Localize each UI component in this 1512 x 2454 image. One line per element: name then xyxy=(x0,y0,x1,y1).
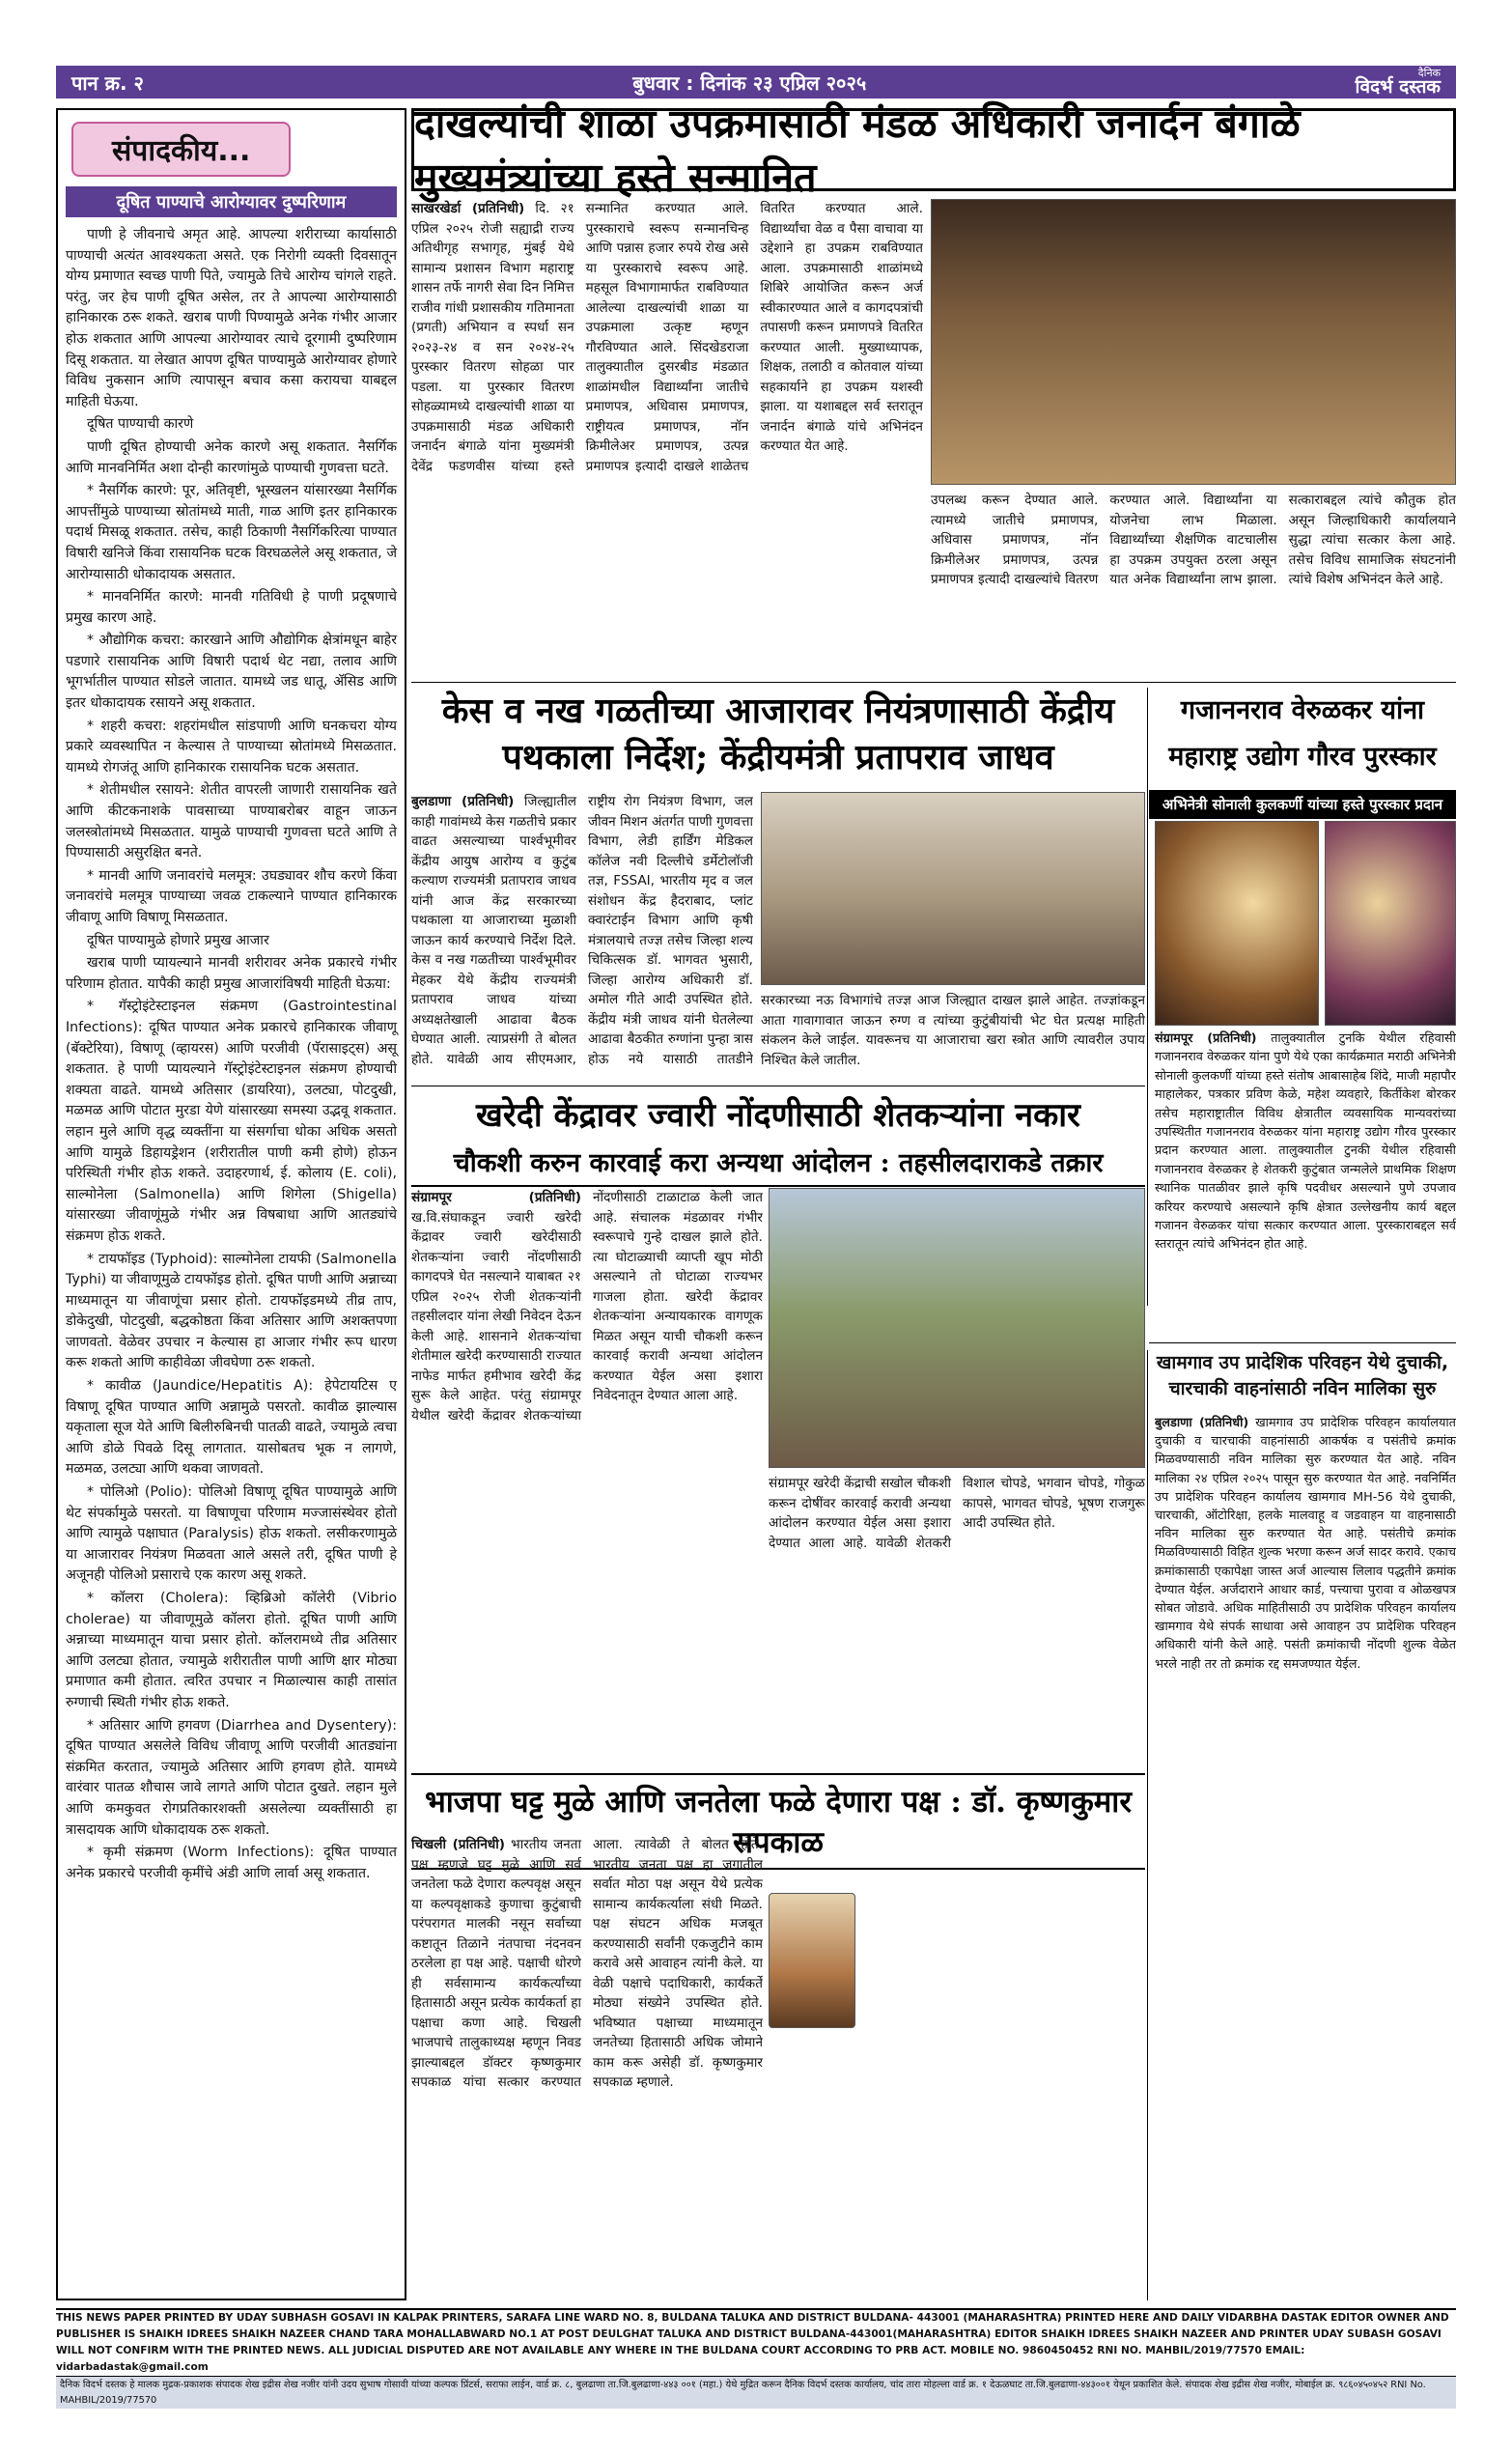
story3-headline: गजाननराव वेरुळकर यांना महाराष्ट्र उद्योग गौरव पुरस्कार xyxy=(1168,695,1437,772)
divider xyxy=(1147,1350,1148,2300)
masthead-title: विदर्भ दस्तक xyxy=(1355,76,1441,98)
masthead xyxy=(1356,68,1441,97)
story4-subhead: चौकशी करुन कारवाई करा अन्यथा आंदोलन : तहसीलदाराकडे तक्रार xyxy=(411,1143,1145,1187)
story5-body xyxy=(1155,1414,1456,2300)
story2-caption: सरकारच्या नऊ विभागांचे तज्ज्ञ आज जिल्ह्यात दाखल झाले आहेत. तज्ज्ञांकडून आता गावागावात जाऊन रुग्ण व त्यांच्या कुटुंबीयांची भेट घेत प्रत्यक्ष माहिती संकलन केले जाईल. यावरूनच या आजाराचा खरा स्त्रोत आणि त्यावरील उपाय निश्चित केले जातील. xyxy=(761,993,1145,1068)
divider xyxy=(1149,1342,1456,1343)
story1-byline: साखरखेर्डा (प्रतिनिधी) xyxy=(411,201,525,216)
story2-text: जिल्ह्यातील काही गावांमध्ये केस गळतीचे प्रकार वाढत असल्याच्या पार्श्वभूमीवर केंद्रीय आयुष आरोग्य व कुटुंब कल्याण राज्यमंत्री प्रतापराव जाधव यांनी आज केंद्र सरकारच्या पथकाला या आजाराच्या मुळाशी जाऊन कार्य करण्याचे निर्देश दिले. केस व नख गळतीच्या पार्श्वभूमीवर मेहकर येथे केंद्रीय राज्यमंत्री प्रतापराव जाधव यांच्या अध्यक्षतेखाली आढावा बैठक घेण्यात आली. त्याप्रसंगी ते बोलत होते. यावेळी आय सीएमआर, राष्ट्रीय रोग नियंत्रण विभाग, जल जीवन मिशन अंतर्गत पाणी गुणवत्ता विभाग, लेडी हार्डिंग मेडिकल कॉलेज नवी दिल्लीचे डर्मेटोलॉजी तज्ञ, FSSAI, भारतीय मृद व जल संशोधन केंद्र हैदराबाद, प्लांट क्वारंटाईन विभाग आणि कृषी मंत्रालयाचे तज्ज्ञ तसेच जिल्हा शल्य चिकित्सक डॉ. भागवत भुसारी, जिल्हा आरोग्य अधिकारी डॉ. अमोल गीते आदी उपस्थित होते. केंद्रीय मंत्री जाधव यांनी घेतलेल्या आढावा बैठकीत रुग्णांना पुन्हा त्रास होऊ नये यासाठी तातडीने xyxy=(411,794,753,1067)
imprint-english: THIS NEWS PAPER PRINTED BY UDAY SUBHASH GOSAVI IN KALPAK PRINTERS, SARAFA LINE WARD NO. 8, BULDANA TALUKA AND DISTRICT BULDANA- 443001 (MAHARASHTRA) PRINTED HERE AND DAILY VIDARBHA DASTAK EDITOR OWNER AND PUBLISHER IS SHAIKH IDREES SHAIKH NAZEER CHAND TARA MOHALLABWARD NO.1 AT POST DEULGHAT TALUKA AND DISTRICT BULDANA-443001(MAHARASHTRA) EDITOR SHAIKH IDREES SHAIKH NAZEER AND PRINTER UDAY SUBASH GOSAVI WILL NOT CONFIRM WITH THE PRINTED NEWS. ALL JUDICIAL DISPUTED ARE NOT AVAILABLE ANY WHERE IN THE BULDANA COURT ACCORDING TO PRB ACT. MOBILE NO. 9860450452 RNI NO. MAHBIL/2019/77570 EMAIL: vidarbadastak@gmail.com xyxy=(56,2308,1456,2374)
story6-headline: भाजपा घट्ट मुळे आणि जनतेला फळे देणारा पक्ष : डॉ. कृष्णकुमार सपकाळ xyxy=(411,1773,1145,1870)
editorial-column xyxy=(56,108,406,2300)
story3-body xyxy=(1155,1030,1456,1315)
story1-body xyxy=(411,199,923,680)
editorial-paragraph: * कृमी संक्रमण (Worm Infections): दूषित पाण्यात अनेक प्रकारचे परजीवी कृमींचे अंडी आणि लार्वा असू शकतात. xyxy=(66,1845,397,1881)
editorial-paragraph: * गॅस्ट्रोइंटेस्टाइनल संक्रमण (Gastrointestinal Infections): दूषित पाण्यात अनेक प्रकारचे हानिकारक जीवाणू (बॅक्टेरिया), विषाणू (व्हायरस) आणि परजीवी (पॅरासाइट्स) असू शकतात. हे पाणी प्यायल्याने गॅस्ट्रोइंटेस्टाइनल संक्रमण होण्याची शक्यता वाढते. यामध्ये अतिसार (डायरिया), उलट्या, पोटदुखी, मळमळ आणि पोटात मुरडा येणे यांसारख्या समस्या उद्भवू शकतात. लहान मुले आणि वृद्ध व्यक्तींना या संसर्गाचा धोका अधिक असतो आणि यामुळे डिहायड्रेशन (शरीरातील पाणी कमी होणे) होऊन परिस्थिती गंभीर होऊ शकते. उदाहरणार्थ, ई. कोलाय (E. coli), साल्मोनेला (Salmonella) आणि शिगेला (Shigella) यांसारख्या जीवाणूंमुळे गंभीर अन्न विषबाधा आणि आतड्यांचे संक्रमण होऊ शकते. xyxy=(66,999,397,1244)
story3-text: तालुक्यातील टुनकि येथील रहिवासी गजाननराव वेरुळकर यांना पुणे येथे एका कार्यक्रमात मराठी अभिनेत्री सोनाली कुलकर्णी यांच्या हस्ते संतोष आबासाहेब शिंदे, माजी महापौर माहालेकर, पत्रकार प्रविण केळे, महेश व्यवहारे, किर्तीकेश बोरकर तसेच महाराष्ट्रातील विविध क्षेत्रातील व्यवसायिक मान्यवरांच्या उपस्थितीत गजाननराव वेरुळकर यांना महाराष्ट्र उद्योग गौरव पुरस्कार प्रदान करण्यात आला. तालुक्यातील टुनकी येथील रहिवासी गजाननराव वेरुळकर हे शेतकरी कुटुंबात जन्मलेले प्राथमिक शिक्षण स्थानिक पातळीवर झाले कृषि पदवीधर असल्याने पुणे उपजाव करियर करण्याचे असल्याने कृषि क्षेत्रात उल्लेखनीय कार्य बद्दल गजानन वेरुळकर यांचा सत्कार करण्यात आला. पुरस्काराबद्दल सर्व स्तरातून त्यांचे अभिनंदन होत आहे. xyxy=(1155,1031,1456,1253)
imprint-marathi: दैनिक विदर्भ दस्तक हे मालक मुद्रक-प्रकाशक संपादक शेख इद्रीस शेख नजीर यांनी उदय सुभाष गोसावी यांच्या कल्पक प्रिंटर्स, सराफा लाईन, वार्ड क्र. ८, बुलढाणा ता.जि.बुलढाणा-४४३ ००१ (महा.) येथे मुद्रित करून दैनिक विदर्भ दस्तक कार्यालय, चांद तारा मोहल्ला वार्ड क्र. १ देऊळघाट ता.जि.बुलढाणा-४४३००१ येथून प्रकाशित केले. संपादक शेख इद्रीस शेख नजीर, मोबाईल क्र. ९८६०४५०४५२ RNI No. MAHBIL/2019/77570 xyxy=(56,2376,1456,2409)
story3-byline: संग्रामपूर (प्रतिनिधी) xyxy=(1155,1031,1257,1046)
editorial-paragraph: पाणी दूषित होण्याची अनेक कारणे असू शकतात. नैसर्गिक आणि मानवनिर्मित अशा दोन्ही कारणांमुळे पाण्याची गुणवत्ता घटते. xyxy=(66,438,397,476)
story4-body xyxy=(411,1188,763,1763)
editorial-paragraph: * मानवनिर्मित कारणे: मानवी गतिविधी हे पाणी प्रदूषणाचे प्रमुख कारण आहे. xyxy=(66,589,397,626)
editorial-paragraph: * टायफॉइड (Typhoid): साल्मोनेला टायफी (Salmonella Typhi) या जीवाणूमुळे टायफॉइड होतो. दूषित पाणी आणि अन्नाच्या माध्यमातून या जीवाणूंचा प्रसार होतो. टायफॉइडमध्ये तीव्र ताप, डोकेदुखी, पोटदुखी, बद्धकोष्ठता किंवा अतिसार आणि अशक्तपणा जाणवतो. वेळेवर उपचार न केल्यास हा आजार गंभीर रूप धारण करू शकतो आणि काहीवेळा जीवघेणा ठरू शकतो. xyxy=(66,1251,398,1371)
issue-date: बुधवार : दिनांक २३ एप्रिल २०२५ xyxy=(632,71,867,95)
editorial-paragraph: खराब पाणी प्यायल्याने मानवी शरीरावर अनेक प्रकारचे गंभीर परिणाम होतात. यापैकी काही प्रमुख आजारांविषयी माहिती घेऊया: xyxy=(66,955,397,992)
story4-byline: संग्रामपूर (प्रतिनिधी) xyxy=(411,1190,581,1205)
story3-photo-2 xyxy=(1325,821,1456,1026)
story6-text: भारतीय जनता पक्ष म्हणजे घट्ट मुळे आणि सर्व जनतेला फळे देणारा कल्पवृक्ष असून या कल्पवृक्षाकडे कुणाचा कुटुंबाची परंपरागत मालकी नसून सर्वाच्या कष्टातून तिळाने नंतपाचा नंदनवन ठरलेला हा पक्ष आहे. पक्षाची धोरणे ही सर्वसामान्य कार्यकर्त्यांच्या हितासाठी असून प्रत्येक कार्यकर्ता हा पक्षाचा कणा आहे. चिखली भाजपाचे तालुकाध्यक्ष म्हणून निवड झाल्याबद्दल डॉक्टर कृष्णकुमार सपकाळ यांचा सत्कार करण्यात आला. त्यावेळी ते बोलत होते. भारतीय जनता पक्ष हा जगातील सर्वात मोठा पक्ष असून येथे प्रत्येक सामान्य कार्यकर्त्याला संधी मिळते. पक्ष संघटन अधिक मजबूत करण्यासाठी सर्वांनी एकजुटीने काम करावे असे आवाहन त्यांनी केले. या वेळी पक्षाचे पदाधिकारी, कार्यकर्ते मोठ्या संख्येने उपस्थित होते. भविष्यात पक्षाच्या माध्यमातून जनतेच्या हितासाठी अधिक जोमाने काम करू असेही डॉ. कृष्णकुमार सपकाळ म्हणाले. xyxy=(411,1837,763,2090)
story6-portrait xyxy=(769,1893,855,2028)
story5-headline: खामगाव उप प्रादेशिक परिवहन येथे दुचाकी, चारचाकी वाहनांसाठी नविन मालिका सुरु xyxy=(1156,1352,1449,1399)
story6-byline: चिखली (प्रतिनिधी) xyxy=(411,1837,505,1852)
masthead-small: दैनिक xyxy=(1417,67,1441,79)
editorial-paragraph: * कॉलरा (Cholera): व्हिब्रिओ कॉलेरी (Vibrio cholerae) या जीवाणूमुळे कॉलरा होतो. दूषित पाणी आणि अन्नाच्या माध्यमातून याचा प्रसार होतो. कॉलरामध्ये तीव्र अतिसार आणि उलट्या होतात, ज्यामुळे शरीरातील पाणी आणि क्षार मोठ्या प्रमाणात कमी होतात. त्वरित उपचार न मिळाल्यास काही तासांत रुग्णाची स्थिती गंभीर होऊ शकते. xyxy=(66,1591,397,1710)
story6-body xyxy=(411,1835,763,2300)
page-header-bar xyxy=(56,66,1456,99)
story1-headline: दाखल्यांची शाळा उपक्रमासाठी मंडळ अधिकारी जनार्दन बंगाळे मुख्यमंत्र्यांच्या हस्ते सन्मानित xyxy=(411,108,1456,191)
editorial-paragraph: * अतिसार आणि हगवण (Diarrhea and Dysentery): दूषित पाण्यात असलेले विविध जीवाणू आणि परजीवी आतड्यांना संक्रमित करतात, ज्यामुळे अतिसार आणि हगवण होते. यामध्ये वारंवार पातळ शौचास जावे लागते आणि पोटात दुखते. लहान मुले आणि कमकुवत रोगप्रतिकारशक्ती असलेल्या व्यक्तींसाठी हा त्रासदायक आणि धोकादायक ठरू शकतो. xyxy=(66,1717,397,1838)
editorial-paragraph: * पोलिओ (Polio): पोलिओ विषाणू दूषित पाण्यामुळे आणि थेट संपर्कामुळे पसरतो. या विषाणूचा परिणाम मज्जासंस्थेवर होतो आणि त्यामुळे पक्षाघात (Paralysis) होऊ शकतो. लसीकरणामुळे या आजारावर नियंत्रण मिळवता आले असले तरी, दूषित पाणी हे अजूनही पोलिओ प्रसाराचे एक कारण असू शकते. xyxy=(66,1484,397,1584)
story4-headline: खरेदी केंद्रावर ज्वारी नोंदणीसाठी शेतकऱ्यांना नकार xyxy=(476,1096,1080,1135)
editorial-paragraph: दूषित पाण्यामुळे होणारे प्रमुख आजार xyxy=(87,932,269,948)
editorial-paragraph: * मानवी आणि जनावरांचे मलमूत्र: उघड्यावर शौच करणे किंवा जनावरांचे मलमूत्र पाण्याच्या जवळ टाकल्याने पाण्यात हानिकारक जीवाणू आणि विषाणू मिसळतात. xyxy=(66,867,397,925)
story5-byline: बुलडाणा (प्रतिनिधी) xyxy=(1155,1416,1249,1430)
story4-caption: संग्रामपूर खरेदी केंद्राची सखोल चौकशी करून दोषींवर कारवाई करावी अन्यथा आंदोलन करण्यात येईल असा इशारा देण्यात आला आहे. यावेळी शेतकरी विशाल चोपडे, भगवान चोपडे, गोकुळ कापसे, भागवत चोपडे, भूषण राजगुरू आदी उपस्थित होते. xyxy=(769,1476,1145,1551)
story2-headline: केस व नख गळतीच्या आजारावर नियंत्रणासाठी केंद्रीय पथकाला निर्देश; केंद्रीयमंत्री प्रतापराव जाधव xyxy=(441,691,1115,777)
editorial-paragraph: * औद्योगिक कचरा: कारखाने आणि औद्योगिक क्षेत्रांमधून बाहेर पडणारे रासायनिक आणि विषारी पदार्थ थेट नद्या, तलाव आणि भूगर्भातील पाण्यात सोडले जातात. यामध्ये जड धातू, ॲसिड आणि इतर धोकादायक रसायने असू शकतात. xyxy=(66,633,397,712)
editorial-label: संपादकीय... xyxy=(71,122,291,177)
editorial-paragraph: * शहरी कचरा: शहरांमधील सांडपाणी आणि घनकचरा योग्य प्रकारे व्यवस्थापित न केल्यास ते पाण्याच्या स्रोतांमध्ये मिसळतात. यामध्ये रोगजंतू आणि हानिकारक रासायनिक घटक असतात. xyxy=(66,718,397,776)
story1-text: दि. २१ एप्रिल २०२५ रोजी सह्याद्री राज्य अतिथीगृह सभागृह, मुंबई येथे सामान्य प्रशासन विभाग महाराष्ट्र शासन तर्फे नागरी सेवा दिन निमित्त राजीव गांधी प्रशासकीय गतिमानता (प्रगती) अभियान व स्पर्धा सन २०२३-२४ व सन २०२४-२५ पुरस्कार वितरण सोहळा पार पडला. या पुरस्कार वितरण सोहळ्यामध्ये दाखल्यांची शाळा या उपक्रमासाठी मंडळ अधिकारी जनार्दन बंगाळे यांना मुख्यमंत्री देवेंद्र फडणवीस यांच्या हस्ते सन्मानित करण्यात आले. पुरस्काराचे स्वरूप सन्मानचिन्ह आणि पन्नास हजार रुपये रोख असे या पुरस्काराचे स्वरूप आहे. महसूल विभागामार्फत राबविण्यात आलेल्या दाखल्यांची शाळा या उपक्रमाला उत्कृष्ट म्हणून गौरविण्यात आले. सिंदखेडराजा तालुक्यातील दुसरबीड मंडळात शाळांमधील विद्यार्थ्यांना जातीचे प्रमाणपत्र, अधिवास प्रमाणपत्र, राष्ट्रीयत्व प्रमाणपत्र, नॉन क्रिमीलेअर प्रमाणपत्र, उत्पन्न प्रमाणपत्र इत्यादी दाखले शाळेतच वितरित करण्यात आले. विद्यार्थ्यांचा वेळ व पैसा वाचावा या उद्देशाने हा उपक्रम राबविण्यात आला. उपक्रमासाठी शाळांमध्ये शिबिरे आयोजित करून अर्ज स्वीकारण्यात आले व कागदपत्रांची तपासणी करून प्रमाणपत्रे वितरित करण्यात आली. मुख्याध्यापक, शिक्षक, तलाठी व कोतवाल यांच्या सहकार्याने हा उपक्रम यशस्वी झाला. या यशाबद्दल सर्व स्तरातून जनार्दन बंगाळे यांचे अभिनंदन करण्यात येत आहे. xyxy=(411,201,923,474)
editorial-paragraph: * कावीळ (Jaundice/Hepatitis A): हेपेटायटिस ए विषाणू दूषित पाण्यात आणि अन्नामुळे पसरतो. कावीळ झाल्यास यकृताला सूज येते आणि बिलीरुबिनची पातळी वाढते, ज्यामुळे त्वचा आणि डोळे पिवळे दिसू लागतात. यासोबतच भूक न लागणे, मळमळ, उलट्या आणि थकवा जाणवतो. xyxy=(66,1378,397,1478)
editorial-paragraph: दूषित पाण्याची कारणे xyxy=(87,416,194,433)
story2-byline: बुलडाणा (प्रतिनिधी) xyxy=(411,794,515,809)
divider xyxy=(411,682,1456,683)
story4-photo xyxy=(769,1188,1145,1468)
story1-photo xyxy=(931,199,1456,485)
story4-text: ख.वि.संघाकडून ज्वारी खरेदी केंद्रावर ज्वारी खरेदीसाठी शेतकऱ्यांना ज्वारी नोंदणीसाठी कागदपत्रे घेत नसल्याने याबाबत २१ एप्रिल २०२५ रोजी शेतकऱ्यांनी तहसीलदार यांना लेखी निवेदन देऊन केली आहे. शासनाने शेतकऱ्यांचा शेतीमाल खरेदी करण्यासाठी राज्यात नाफेड मार्फत हमीभाव खरेदी केंद्र सुरू केले आहेत. परंतु संग्रामपूर येथील खरेदी केंद्रावर शेतकऱ्यांच्या नोंदणीसाठी टाळाटाळ केली जात आहे. संचालक मंडळावर गंभीर स्वरूपाचे गुन्हे दाखल झाले होते. त्या घोटाळ्याची व्याप्ती खूप मोठी असल्याने तो घोटाळा राज्यभर गाजला होता. खरेदी केंद्रावर शेतकऱ्यांना अन्यायकारक वागणूक मिळत असून याची चौकशी करून कारवाई करावी अन्यथा आंदोलन करण्यात येईल असा इशारा निवेदनातून देण्यात आला आहे. xyxy=(411,1190,763,1424)
story5-text: खामगाव उप प्रादेशिक परिवहन कार्यालयात दुचाकी व चारचाकी वाहनांसाठी आकर्षक व पसंतीचे क्रमांक मिळवण्यासाठी नविन मालिका सुरु करण्यात येत आहे. नविन मालिका २४ एप्रिल २०२५ पासून सुरु करण्यात येत आहे. नवनिर्मित उप प्रादेशिक परिवहन कार्यालय खामगाव MH-56 येथे दुचाकी, चारचाकी, ऑटोरिक्षा, हलके मालवाहू व जडवाहन या वाहनासाठी नविन मालिका सुरु करण्यात येत आहे. पसंतीचे क्रमांक मिळविण्यासाठी विहित शुल्क भरणा करून अर्ज सादर करावे. एकाच क्रमांकासाठी एकापेक्षा जास्त अर्ज आल्यास लिलाव पद्धतीने क्रमांक देण्यात येईल. अर्जदाराने आधार कार्ड, पत्त्याचा पुरावा व ओळखपत्र सोबत जोडावे. अधिक माहितीसाठी उप प्रादेशिक परिवहन कार्यालय खामगाव येथे संपर्क साधावा असे आवाहन उप प्रादेशिक परिवहन अधिकारी यांनी केले आहे. पसंती क्रमांकाची नोंदणी शुल्क वेळेत भरले नाही तर तो क्रमांक रद्द समजण्यात येईल. xyxy=(1155,1416,1456,1672)
story3-subhead: अभिनेत्री सोनाली कुलकर्णी यांच्या हस्ते पुरस्कार प्रदान xyxy=(1149,790,1456,819)
editorial-body xyxy=(66,225,397,1884)
story2-body xyxy=(411,792,753,1082)
editorial-paragraph: * शेतीमधील रसायने: शेतीत वापरली जाणारी रासायनिक खते आणि कीटकनाशके पावसाच्या पाण्याबरोबर वाहून जाऊन जलस्त्रोतांमध्ये मिसळतात. यामुळे पाण्याची गुणवत्ता घटते आणि ते पिण्यासाठी असुरक्षित बनते. xyxy=(66,782,397,861)
editorial-paragraph: पाणी हे जीवनाचे अमृत आहे. आपल्या शरीराच्या कार्यासाठी पाण्याची अत्यंत आवश्यकता असते. एक निरोगी व्यक्ती दिवसातून योग्य प्रमाणात स्वच्छ पाणी पिते, ज्यामुळे तिचे आरोग्य चांगले राहते. परंतु, जर हेच पाणी दूषित असेल, तर ते आपल्या आरोग्यासाठी हानिकारक ठरू शकते. खराब पाणी पिण्यामुळे अनेक गंभीर आजार होऊ शकतात आणि आपल्या आरोग्यावर त्याचे दूरगामी दुष्परिणाम दिसू शकतात. या लेखात आपण दूषित पाण्यामुळे आरोग्यावर होणारे विविध नुकसान आणि त्यापासून बचाव कसा करायचा याबद्दल माहिती घेऊया. xyxy=(66,227,397,409)
editorial-paragraph: * नैसर्गिक कारणे: पूर, अतिवृष्टी, भूस्खलन यांसारख्या नैसर्गिक आपत्तींमुळे पाण्याच्या स्रोतांमध्ये माती, गाळ आणि इतर हानिकारक पदार्थ मिसळू शकतात. तसेच, काही ठिकाणी नैसर्गिकरित्या पाण्यात विषारी खनिजे किंवा रासायनिक घटक विरघळलेले असू शकतात, जे आरोग्यासाठी धोकादायक असतात. xyxy=(66,483,397,582)
story1-caption: उपलब्ध करून देण्यात आले. त्यामध्ये जातीचे प्रमाणपत्र, अधिवास प्रमाणपत्र, नॉन क्रिमीलेअर प्रमाणपत्र, उत्पन्न प्रमाणपत्र इत्यादी दाखल्यांचे वितरण करण्यात आले. विद्यार्थ्यांना या योजनेचा लाभ मिळाला. विद्यार्थ्यांच्या शैक्षणिक वाटचालीस हा उपक्रम उपयुक्त ठरला असून यात अनेक विद्यार्थ्यांना लाभ झाला. सत्काराबद्दल त्यांचे कौतुक होत असून जिल्हाधिकारी कार्यालयाने सुद्धा त्यांचा सत्कार केला आहे. तसेच विविध सामाजिक संघटनांनी त्यांचे विशेष अभिनंदन केले आहे. xyxy=(931,493,1456,587)
story3-photo xyxy=(1155,821,1319,1026)
editorial-title: दूषित पाण्याचे आरोग्यावर दुष्परिणाम xyxy=(66,186,397,217)
page-number: पान क्र. २ xyxy=(71,71,144,95)
divider xyxy=(1147,688,1148,1306)
story2-photo xyxy=(761,792,1145,985)
